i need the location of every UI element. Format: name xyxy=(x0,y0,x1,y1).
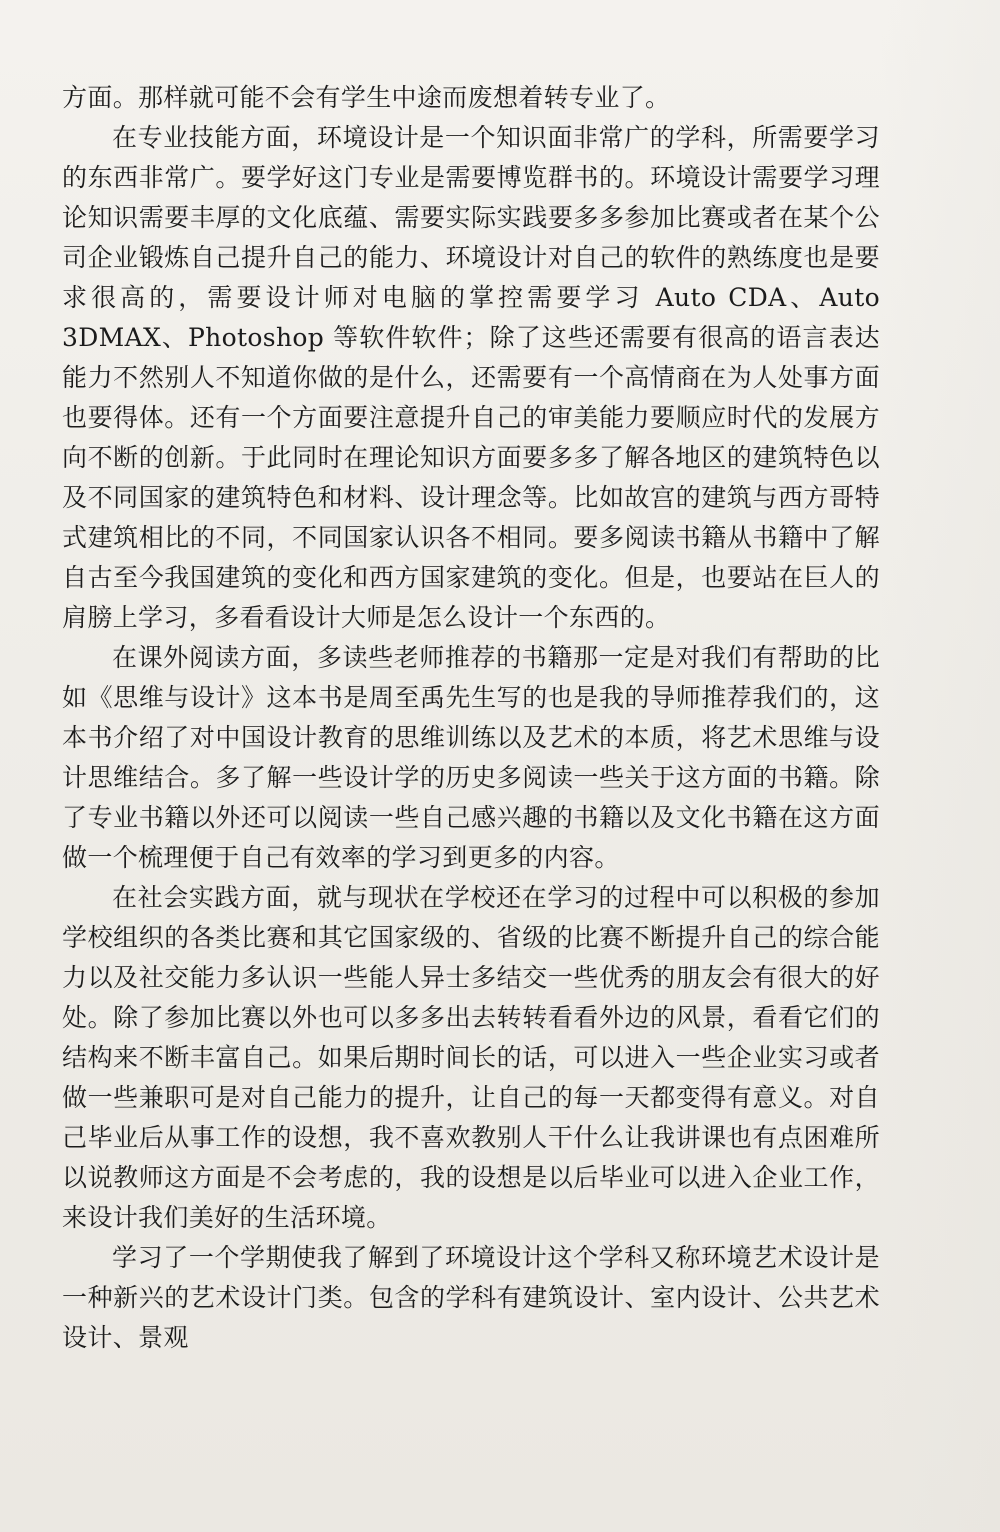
paragraph-social-practice: 在社会实践方面，就与现状在学校还在学习的过程中可以积极的参加学校组织的各类比赛和其它国家级的、省级的比赛不断提升自己的综合能力以及社交能力多认识一些能人异士多结交一些优秀的朋友会有很大的好处。除了参加比赛以外也可以多多出去转转看看外边的风景，看看它们的结构来不断丰富自己。如果后期时间长的话，可以进入一些企业实习或者做一些兼职可是对自己能力的提升，让自己的每一天都变得有意义。对自己毕业后从事工作的设想，我不喜欢教别人干什么让我讲课也有点困难所以说教师这方面是不会考虑的，我的设想是以后毕业可以进入企业工作，来设计我们美好的生活环境。 xyxy=(62,883,880,1232)
paragraph-professional-skills: 在专业技能方面，环境设计是一个知识面非常广的学科，所需要学习的东西非常广。要学好这门专业是需要博览群书的。环境设计需要学习理论知识需要丰厚的文化底蕴、需要实际实践要多多参加比赛或者在某个公司企业锻炼自己提升自己的能力、环境设计对自己的软件的熟练度也是要求很高的，需要设计师对电脑的掌控需要学习 Auto CDA、Auto 3DMAX、Photoshop 等软件软件；除了这些还需要有很高的语言表达能力不然别人不知道你做的是什么，还需要有一个高情商在为人处事方面也要得体。还有一个方面要注意提升自己的审美能力要顺应时代的发展方向不断的创新。于此同时在理论知识方面要多多了解各地区的建筑特色以及不同国家的建筑特色和材料、设计理念等。比如故宫的建筑与西方哥特式建筑相比的不同，不同国家认识各不相同。要多阅读书籍从书籍中了解自古至今我国建筑的变化和西方国家建筑的变化。但是，也要站在巨人的肩膀上学习，多看看设计大师是怎么设计一个东西的。 xyxy=(62,123,880,632)
paragraph-semester-summary: 学习了一个学期使我了解到了环境设计这个学科又称环境艺术设计是一种新兴的艺术设计门类。包含的学科有建筑设计、室内设计、公共艺术设计、景观 xyxy=(62,1243,880,1352)
paragraph-extracurricular-reading: 在课外阅读方面，多读些老师推荐的书籍那一定是对我们有帮助的比如《思维与设计》这本书是周至禹先生写的也是我的导师推荐我们的，这本书介绍了对中国设计教育的思维训练以及艺术的本质，将艺术思维与设计思维结合。多了解一些设计学的历史多阅读一些关于这方面的书籍。除了专业书籍以外还可以阅读一些自己感兴趣的书籍以及文化书籍在这方面做一个梳理便于自己有效率的学习到更多的内容。 xyxy=(62,643,880,872)
document-body xyxy=(62,78,880,1358)
paragraph-continued: 方面。那样就可能不会有学生中途而废想着转专业了。 xyxy=(62,83,671,112)
